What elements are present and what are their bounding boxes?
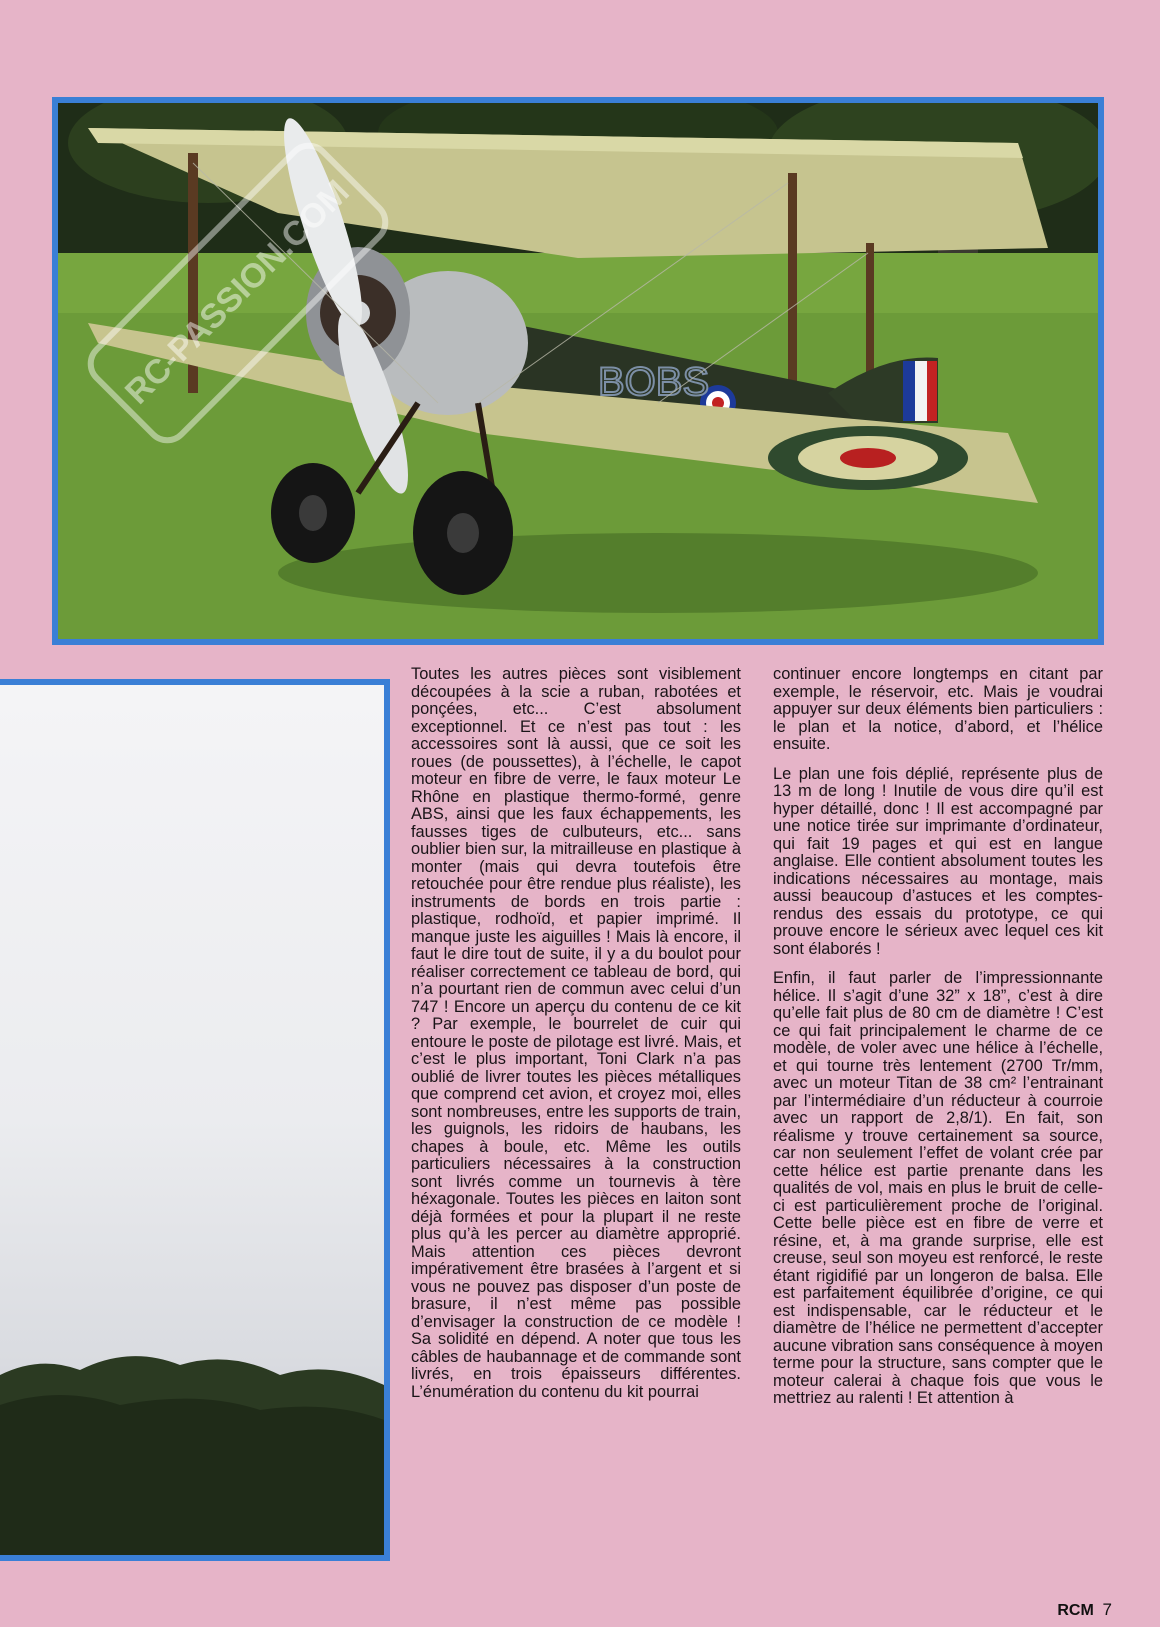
paragraph: Toutes les autres pièces sont visiblement découpées à la scie a ruban, rabotées et ponçées, etc... C’est absolument exceptionnel. Et ce n’est pas tout : les accessoires sont là aussi, que ce soit les roues (de poussettes), à l’échelle, le capot moteur en fibre de verre, le faux moteur Le Rhône en plastique thermo-formé, genre ABS, ainsi que les faux échappements, les fausses tiges de culbuteurs, etc... sans oublier bien sur, la mitrailleuse en plastique à monter (mais qui devra toutefois être retouchée pour être rendue plus réaliste), les instruments de bords en trois partie : plastique, rodhoïd, et papier imprimé. Il manque juste les aiguilles ! Mais là encore, il faut le dire tout de suite, il y a du boulot pour réaliser correctement ce tableau de bord, qui n’a pourtant rien de commun avec celui d’un 747 ! Encore un aperçu du contenu de ce kit ? Par exemple, le bourrelet de cuir qui entoure le poste de pilotage est livré. Mais, et c’est le plus important, Toni Clark n’a pas oublié de livrer toutes les pièces métalliques que comprend cet avion, et croyez moi, elles sont nombreuses, entre les supports de train, les guignols, les ridoirs de haubans, les chapes à boule, etc. Même les outils particuliers nécessaires à la construction sont livrés comme un tournevis à tère héxagonale. Toutes les pièces en laiton sont déjà formées et pour la plupart il ne reste plus qu’à les percer au diamètre approprié. Mais attention ces pièces devront impérativement être brasées à l’argent et si vous ne pouvez pas disposer d’un poste de brasure, il n’est même pas possible d’envisager la construction de ce modèle ! Sa solidité en dépend. A noter que tous les câbles de haubannage et de commande sont livrés, en trois épaisseurs différentes. L’énumération du contenu du kit pourrai [411, 665, 741, 1401]
aircraft-photo [52, 97, 1104, 645]
article-column-1 [411, 666, 741, 1413]
page-number: 7 [1102, 1600, 1112, 1619]
fuselage-lettering: BOBS [598, 360, 710, 404]
paragraph: Le plan une fois déplié, représente plus de 13 m de long ! Inutile de vous dire qu’il est hyper détaillé, donc ! Il est accompagné par une notice tirée sur imprimante d’ordinateur, qui fait 19 pages et qui est en langue anglaise. Elle contient absolument toutes les indications nécessaires au montage, mais aussi beaucoup d’astuces et les comptes-rendus des essais du prototype, ce qui prouve encore le sérieux avec lequel ces kit sont élaborés ! [773, 764, 1103, 958]
paragraph: continuer encore longtemps en citant par exemple, le réservoir, etc. Mais je voudrai appuyer sur deux éléments bien particuliers : le plan et la notice, d’abord, et l’hélice ensuite. [773, 665, 1103, 753]
tree-line-illustration [0, 685, 384, 1555]
page-footer [1057, 1600, 1112, 1620]
paragraph: Enfin, il faut parler de l’impressionnante hélice. Il s’agit d’une 32” x 18”, c’est à dire qu’elle fait plus de 80 cm de diamètre ! C’est ce qui fait principalement le charme de ce modèle, de voler avec une hélice à l’échelle, et qui tourne très lentement (2700 Tr/mm, avec un moteur Titan de 38 cm² l’entrainant par l’intermédiaire d’un réducteur à courroie avec un rapport de 2,8/1). En fait, son réalisme y trouve certainement sa source, car non seulement l’effet de volant crée par cette hélice est partie prenante dans les qualités de vol, mais en plus le bruit de celle-ci est particulièrement proche de l’original. Cette belle pièce est en fibre de verre et résine, et, à ma grande surprise, elle est creuse, seul son moyeu est renforcé, le reste étant rigidifié par un longeron de balsa. Elle est parfaitement équilibrée d’origine, ce qui est indispensable, car le réducteur et le diamètre de l’hélice ne permettent d’accepter aucune vibration sans conséquence à moyen terme pour la structure, sans compter que le moteur calerai à chaque fois que vous le mettriez au ralenti ! Et attention à [773, 969, 1103, 1407]
watermark-logo [58, 103, 418, 483]
article-column-2 [773, 666, 1103, 1420]
magazine-name: RCM [1057, 1602, 1094, 1619]
sky-photo [0, 679, 390, 1561]
watermark-text: RC-PASSION.COM [117, 172, 357, 412]
